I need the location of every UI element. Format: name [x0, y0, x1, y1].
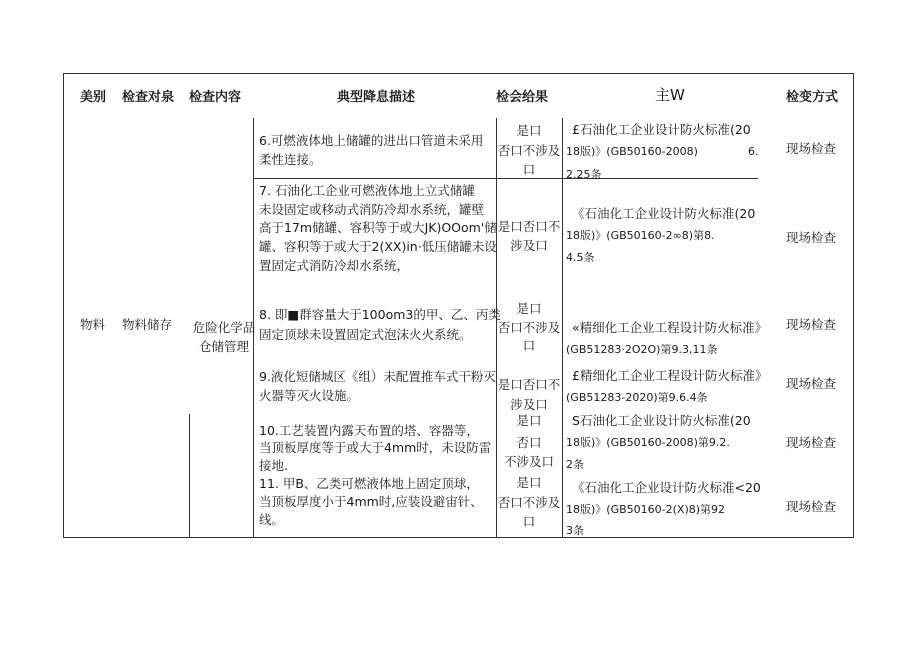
row-2-description-line4: 罐、容积等于或大于2(XX)in·低压储罐未设	[259, 239, 497, 254]
row-2-result-line1: 是口否口不	[497, 219, 561, 234]
row-5-description-line1: 10.工艺装置内露天布置的塔、容器等，	[259, 423, 479, 438]
row-5-result-line2: 否口	[516, 435, 542, 450]
row-1-result-line1: 是口	[516, 123, 542, 138]
row-3-result-line3: 口	[522, 338, 536, 353]
header-basis: 主W	[655, 86, 685, 104]
row-2-description-line2: 未设固定或移动式消防冷却水系统，罐壁	[259, 202, 485, 217]
row-2-method: 现场检查	[786, 230, 837, 245]
row-1-method: 现场检查	[786, 141, 837, 156]
row-3-description-line1: 8. 即■群容量大于100om3的甲、乙、丙类	[259, 307, 501, 322]
row-divider	[253, 178, 497, 179]
row-4-basis-line1: £精细化工企业工程设计防火标准》	[572, 368, 768, 383]
row-4-method: 现场检查	[786, 376, 837, 391]
row-2-description-line3: 高于17m储罐、容积等于或大JK)OOom'储	[259, 220, 497, 235]
row-5-description-line2: 当顶板厚度等于或大于4mm时，未设防雷	[259, 440, 492, 455]
row-5-basis-line3: 2条	[566, 458, 584, 471]
column-divider	[189, 414, 190, 538]
header-content: 检查内容	[189, 90, 242, 105]
row-4-result-line2: 涉及口	[510, 397, 548, 412]
row-1-result-line2: 否口不涉及	[497, 143, 561, 158]
header-method: 检变方式	[786, 90, 839, 105]
row-5-method: 现场检查	[786, 435, 837, 450]
table-border-right	[853, 73, 854, 538]
row-1-description-line1: 6.可燃液体地上储罐的进出口管道未采用	[259, 133, 484, 148]
header-category: 美别	[80, 90, 107, 105]
row-6-result-line2: 否口不涉及	[497, 495, 561, 510]
row-6-description-line1: 11. 甲B、乙类可燃液体地上固定顶球，	[259, 476, 479, 491]
row-5-basis-line2: 18版)》(GB50160-2008)第9.2.	[566, 436, 730, 449]
row-1-basis-line1: £石油化工企业设计防火标准(20	[572, 122, 751, 137]
header-description: 典型降息描述	[337, 90, 416, 105]
row-6-basis-line1: 《石油化工企业设计防火标准<20	[572, 480, 761, 495]
row-2-basis-line2: 18版)》(GB50160-2∞8)第8.	[566, 229, 715, 242]
row-6-description-line2: 当顶板厚度小于4mm时,应装设避宙针、	[259, 494, 483, 509]
row-3-result-line1: 是口	[516, 301, 542, 316]
row-1-result-line3: 口	[522, 162, 536, 177]
row-3-method: 现场检查	[786, 317, 837, 332]
row-1-basis-line2: 18版)》(GB50160-2008)	[566, 145, 698, 158]
row-1-description-line2: 柔性连接。	[259, 152, 322, 167]
row-2-basis-line1: 《石油化工企业设计防火标准(20	[572, 206, 756, 221]
content-cell-line2: 仓储管理	[198, 339, 249, 354]
table-border-top	[63, 73, 854, 74]
row-3-result-line2: 否口不涉及	[497, 320, 561, 335]
row-2-description-line1: 7. 石油化工企业可燃液体地上立式储罐	[259, 183, 475, 198]
row-2-result-line2: 涉及口	[510, 238, 548, 253]
header-object: 检查对泉	[122, 90, 175, 105]
row-5-result-line1: 是口	[516, 413, 542, 428]
row-4-result-line1: 是口否口不	[497, 377, 561, 392]
table-border-bottom	[63, 537, 854, 538]
row-6-result-line1: 是口	[516, 475, 542, 490]
row-1-basis-line3: 2.25条	[566, 168, 602, 181]
table-border-left	[63, 73, 64, 538]
column-divider	[562, 118, 563, 538]
row-6-basis-line2: 18版)》(GB50160-2(X)8)第92	[566, 503, 726, 516]
content-cell-line1: 危险化学品	[192, 320, 256, 335]
row-6-basis-line3: 3条	[566, 524, 584, 537]
row-3-basis-line1: «精细化工企业工程设计防火标准》	[572, 320, 768, 335]
row-2-basis-line3: 4.5条	[566, 251, 595, 264]
row-6-method: 现场检查	[786, 499, 837, 514]
object-cell: 物料储存	[122, 317, 173, 332]
row-5-description-line3: 接地.	[259, 458, 288, 473]
row-4-description-line2: 火器等灭火设施。	[259, 388, 360, 403]
row-5-basis-line1: S石油化工企业设计防火标准(20	[572, 413, 751, 428]
row-1-basis-extra: 6.	[748, 145, 759, 158]
row-4-basis-line2: (GB51283-2020)第9.6.4条	[566, 391, 708, 404]
header-result: 检会给果	[496, 90, 549, 105]
row-5-result-line3: 不涉及口	[503, 454, 554, 469]
row-6-description-line3: 线。	[259, 512, 285, 527]
row-6-result-line3: 口	[522, 514, 536, 529]
row-2-description-line5: 置固定式消防冷却水系统，	[259, 258, 410, 273]
row-3-basis-line2: (GB51283·2O2O)第9.3,11条	[566, 343, 718, 356]
row-4-description-line1: 9.液化短储城区《组）未配置推车式干粉灭	[259, 369, 496, 384]
category-cell: 物料	[80, 317, 106, 332]
row-3-description-line2: 固定顶球未设置固定式泡沫火火系统。	[259, 327, 472, 342]
